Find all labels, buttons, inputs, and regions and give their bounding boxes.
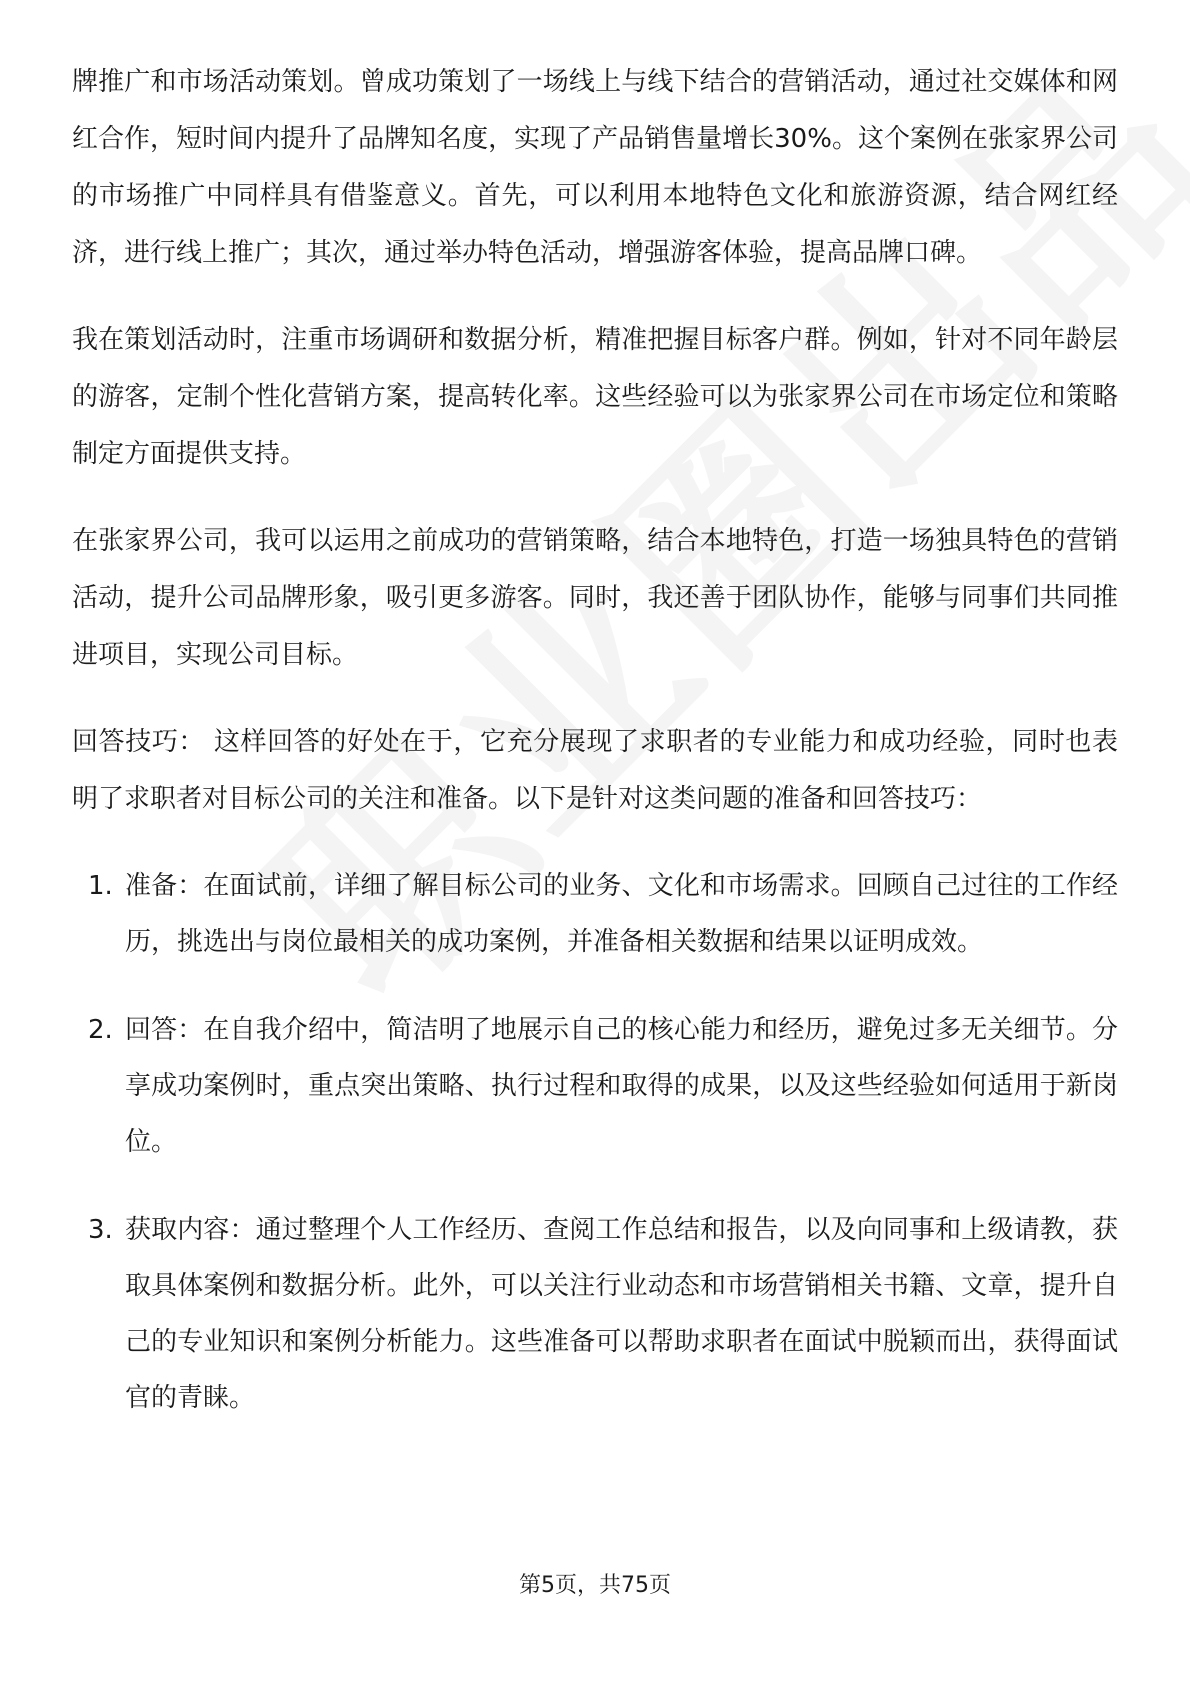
list-item bbox=[72, 1002, 1118, 1170]
list-item bbox=[72, 858, 1118, 970]
list-item-text: 获取内容：通过整理个人工作经历、查阅工作总结和报告，以及向同事和上级请教，获取具体案例和数据分析。此外，可以关注行业动态和市场营销相关书籍、文章，提升自己的专业知识和案例分析能力。这些准备可以帮助求职者在面试中脱颖而出，获得面试官的青睐。 bbox=[125, 1215, 1118, 1413]
page-number: 第5页，共75页 bbox=[519, 1573, 671, 1598]
list-item bbox=[72, 1202, 1118, 1426]
list-number: 3. bbox=[88, 1215, 113, 1245]
list-item-text: 准备：在面试前，详细了解目标公司的业务、文化和市场需求。回顾自己过往的工作经历，挑选出与岗位最相关的成功案例，并准备相关数据和结果以证明成效。 bbox=[125, 871, 1118, 957]
tips-list bbox=[72, 858, 1118, 1426]
paragraph-3: 在张家界公司，我可以运用之前成功的营销策略，结合本地特色，打造一场独具特色的营销活动，提升公司品牌形象，吸引更多游客。同时，我还善于团队协作，能够与同事们共同推进项目，实现公司目标。 bbox=[72, 526, 1118, 670]
paragraph-1: 牌推广和市场活动策划。曾成功策划了一场线上与线下结合的营销活动，通过社交媒体和网红合作，短时间内提升了品牌知名度，实现了产品销售量增长30%。这个案例在张家界公司的市场推广中同样具有借鉴意义。首先，可以利用本地特色文化和旅游资源，结合网红经济，进行线上推广；其次，通过举办特色活动，增强游客体验，提高品牌口碑。 bbox=[72, 67, 1118, 268]
paragraph-answer-tips: 回答技巧： 这样回答的好处在于，它充分展现了求职者的专业能力和成功经验，同时也表明了求职者对目标公司的关注和准备。以下是针对这类问题的准备和回答技巧： bbox=[72, 727, 1118, 814]
list-number: 1. bbox=[88, 871, 113, 901]
list-item-text: 回答：在自我介绍中，简洁明了地展示自己的核心能力和经历，避免过多无关细节。分享成功案例时，重点突出策略、执行过程和取得的成果，以及这些经验如何适用于新岗位。 bbox=[125, 1015, 1118, 1157]
paragraph-2: 我在策划活动时，注重市场调研和数据分析，精准把握目标客户群。例如，针对不同年龄层的游客，定制个性化营销方案，提高转化率。这些经验可以为张家界公司在市场定位和策略制定方面提供支持。 bbox=[72, 325, 1118, 469]
document-body bbox=[72, 54, 1118, 1458]
list-number: 2. bbox=[88, 1015, 113, 1045]
